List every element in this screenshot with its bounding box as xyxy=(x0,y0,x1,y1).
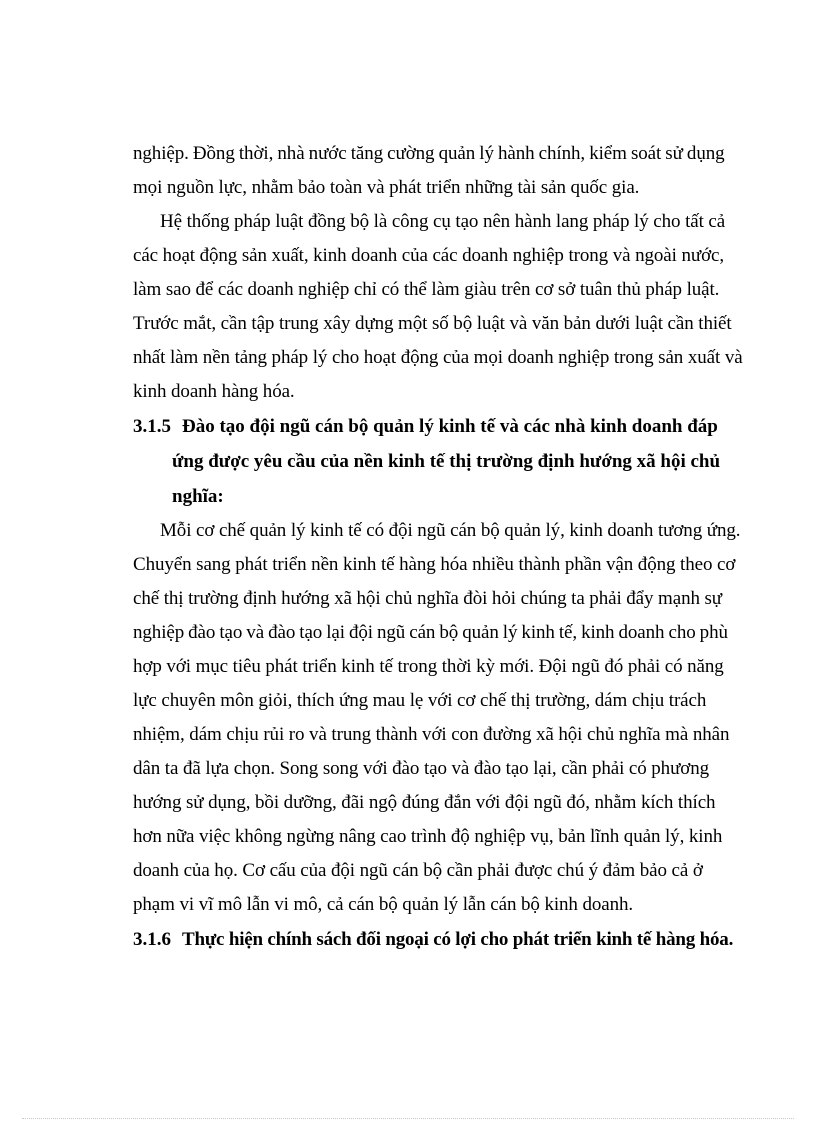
section-heading-line: nghĩa: xyxy=(172,486,224,507)
section-heading-line: ứng được yêu cầu của nền kinh tế thị trường định hướng xã hội chủ xyxy=(172,451,721,472)
paragraph-line: làm sao để các doanh nghiệp chỉ có thể làm giàu trên cơ sở tuân thủ pháp luật. xyxy=(133,279,720,300)
paragraph-line: chế thị trường định hướng xã hội chủ nghĩa đòi hỏi chúng ta phải đẩy mạnh sự xyxy=(133,588,723,609)
paragraph-line: kinh doanh hàng hóa. xyxy=(133,381,295,402)
paragraph-line: các hoạt động sản xuất, kinh doanh của các doanh nghiệp trong và ngoài nước, xyxy=(133,245,725,266)
paragraph-line: phạm vi vĩ mô lẫn vi mô, cả cán bộ quản lý lẫn cán bộ kinh doanh. xyxy=(133,894,634,915)
paragraph-line: hướng sử dụng, bồi dưỡng, đãi ngộ đúng đắn với đội ngũ đó, nhằm kích thích xyxy=(133,792,716,813)
paragraph-line: lực chuyên môn giỏi, thích ứng mau lẹ với cơ chế thị trường, dám chịu trách xyxy=(133,690,707,711)
paragraph-line: nghiệp đào tạo và đào tạo lại đội ngũ cán bộ quản lý kinh tế, kinh doanh cho phù xyxy=(133,622,728,643)
paragraph-line: Trước mắt, cần tập trung xây dựng một số bộ luật và văn bản dưới luật cần thiết xyxy=(133,313,732,334)
paragraph-line: hơn nữa việc không ngừng nâng cao trình độ nghiệp vụ, bản lĩnh quản lý, kinh xyxy=(133,826,723,847)
paragraph-line: hợp với mục tiêu phát triển kinh tế trong thời kỳ mới. Đội ngũ đó phải có năng xyxy=(133,656,724,677)
paragraph-line: doanh của họ. Cơ cấu của đội ngũ cán bộ cần phải được chú ý đảm bảo cả ở xyxy=(133,860,703,881)
section-number: 3.1.5 xyxy=(133,416,171,437)
paragraph-line: mọi nguồn lực, nhằm bảo toàn và phát triển những tài sản quốc gia. xyxy=(133,177,640,198)
paragraph-line: nhiệm, dám chịu rủi ro và trung thành với con đường xã hội chủ nghĩa mà nhân xyxy=(133,724,730,745)
paragraph-line: dân ta đã lựa chọn. Song song với đào tạo và đào tạo lại, cần phải có phương xyxy=(133,758,710,779)
paragraph-line: Mỗi cơ chế quản lý kinh tế có đội ngũ cán bộ quản lý, kinh doanh tương ứng. xyxy=(160,520,741,541)
section-heading-line: Thực hiện chính sách đối ngoại có lợi cho phát triển kinh tế hàng hóa. xyxy=(182,929,734,950)
paragraph-line: nghiệp. Đồng thời, nhà nước tăng cường quản lý hành chính, kiểm soát sử dụng xyxy=(133,143,725,164)
section-heading-line: Đào tạo đội ngũ cán bộ quản lý kinh tế và các nhà kinh doanh đáp xyxy=(182,416,718,437)
page-bottom-divider xyxy=(22,1118,794,1119)
paragraph-line: Hệ thống pháp luật đồng bộ là công cụ tạo nên hành lang pháp lý cho tất cả xyxy=(160,211,726,232)
paragraph-line: Chuyển sang phát triển nền kinh tế hàng hóa nhiều thành phần vận động theo cơ xyxy=(133,554,736,575)
paragraph-line: nhất làm nền tảng pháp lý cho hoạt động của mọi doanh nghiệp trong sản xuất và xyxy=(133,347,743,368)
section-number: 3.1.6 xyxy=(133,929,171,950)
